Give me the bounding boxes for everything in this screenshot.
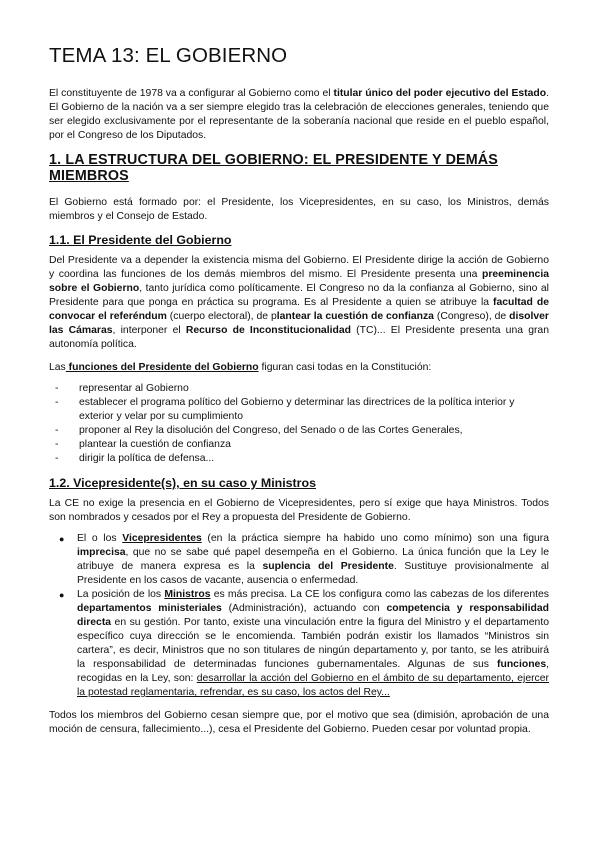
list-item [49, 424, 549, 438]
list-item-text: representar al Gobierno [79, 383, 189, 394]
text: , tanto jurídica como políticamente. El Congreso no da la confianza al Gobierno, sino al Presidente para que ponga en práctica su programa. Es al Presidente a quien se atribuye la [49, 283, 549, 308]
list-item [49, 382, 549, 396]
subsection-1-2-heading: 1.2. Vicepresidente(s), en su caso y Ministros [49, 476, 316, 490]
bold-underlined-text: Vicepresidentes [122, 533, 202, 544]
intro-text: El constituyente de 1978 va a configurar al Gobierno como el [49, 88, 334, 99]
list-item-vicepresidents [49, 532, 549, 588]
text: El o los [77, 533, 123, 544]
list-item-text: plantear la cuestión de confianza [79, 439, 231, 450]
text: (en la práctica siempre ha habido uno como mínimo) son una figura [201, 533, 549, 544]
functions-intro [49, 361, 549, 375]
list-item-text: establecer el programa político del Gobierno y determinar las directrices de la política interior y exterior y velar por su cumplimiento [79, 397, 515, 422]
functions-list [49, 382, 549, 466]
bullet-marker: ● [59, 534, 65, 544]
underlined-text: desarrollar la acción del Gobierno en el ámbito de su departamento, ejercer la potestad reglamentaria, refrendar, es su caso, los actos del Rey... [77, 673, 549, 698]
bold-text: facultad de convocar el referéndum [49, 297, 549, 322]
bold-text: Recurso de Inconstitucionalidad [185, 325, 351, 336]
section-1-paragraph: El Gobierno está formado por: el Presidente, los Vicepresidentes, en su caso, los Ministros, demás miembros y el Consejo de Estado. [49, 197, 549, 222]
dash-marker: - [55, 425, 59, 436]
text: es más precisa. La CE los configura como las cabezas de los diferentes [210, 589, 549, 600]
text: (Congreso), de [433, 311, 510, 322]
list-item [49, 396, 549, 424]
dash-marker: - [55, 397, 59, 408]
bold-text: disolver las Cámaras [49, 311, 549, 336]
text: Las [49, 362, 66, 373]
bullet-marker: ● [59, 590, 65, 600]
bold-text: departamentos ministeriales [77, 603, 222, 614]
bold-text: preeminencia sobre el Gobierno [49, 269, 549, 294]
bold-text: competencia y responsabilidad directa [77, 603, 549, 628]
intro-paragraph [49, 87, 549, 143]
text: Del Presidente va a depender la existencia misma del Gobierno. El Presidente dirige la acción de Gobierno y coordina las funciones de los demás miembros del mismo. El Presidente presenta una [49, 255, 549, 280]
text: (cuerpo electoral), de p [166, 311, 277, 322]
text: , que no se sabe qué papel desempeña en el Gobierno. La única función que la Ley le atribuye de manera expresa es la [77, 547, 549, 572]
list-item-text: dirigir la política de defensa... [79, 453, 215, 464]
section-1-heading: 1. LA ESTRUCTURA DEL GOBIERNO: EL PRESIDENTE Y DEMÁS MIEMBROS [49, 152, 498, 184]
intro-text: . El Gobierno de la nación va a ser siempre elegido tras la celebración de elecciones generales, teniendo que ser elegido exclusivamente por el representante de la soberanía nacional que reside en el pueblo español, por el Congreso de los Diputados. [49, 88, 550, 141]
text: . Sustituye provisionalmente al Presidente en los casos de vacante, ausencia o enfermedad. [77, 561, 549, 586]
list-item [49, 452, 549, 466]
bold-text: imprecisa [77, 547, 126, 558]
text: figuran casi todas en la Constitución: [258, 362, 432, 373]
bold-underlined-text: funciones del Presidente del Gobierno [65, 362, 259, 373]
text: (Administración), actuando con [221, 603, 387, 614]
ministers-intro-paragraph: La CE no exige la presencia en el Gobierno de Vicepresidentes, pero sí exige que haya Ministros. Todos son nombrados y cesados por el Rey a propuesta del Presidente de Gobierno. [49, 498, 549, 523]
bold-text: lantear la cuestión de confianza [276, 311, 434, 322]
text: en su gestión. Por tanto, existe una vinculación entre la figura del Ministro y el departamento específico cuya dirección se le encomienda. También podrán existir los llamados “Ministros sin cartera”, es decir, Ministros que no son titulares de ningún departamento y, por tanto, se les atribuirá la responsabilidad de determinadas funciones gubernamentales. Algunas de sus [77, 617, 549, 670]
list-item [49, 438, 549, 452]
intro-bold: titular único del poder ejecutivo del Estado [333, 88, 547, 99]
text: , interponer el [112, 325, 186, 336]
bold-text: suplencia del Presidente [262, 561, 394, 572]
list-item-text: proponer al Rey la disolución del Congreso, del Senado o de las Cortes Generales, [79, 425, 463, 436]
text: (TC)... El Presidente presenta una gran autonomía política. [49, 325, 549, 350]
text: La posición de los [77, 589, 165, 600]
dash-marker: - [55, 383, 59, 394]
document-page [49, 44, 549, 746]
list-item-ministers [49, 588, 549, 700]
bold-underlined-text: Ministros [164, 589, 211, 600]
closing-paragraph: Todos los miembros del Gobierno cesan siempre que, por el motivo que sea (dimisión, aprobación de una moción de censura, fallecimiento...), cesa el Presidente del Gobierno. Pueden cesar por voluntad propia. [49, 710, 549, 735]
members-list [49, 532, 549, 700]
document-title: TEMA 13: EL GOBIERNO [49, 44, 288, 67]
president-paragraph [49, 254, 549, 352]
text: , recogidas en la Ley, son: [77, 659, 549, 684]
dash-marker: - [55, 439, 59, 450]
dash-marker: - [55, 453, 59, 464]
subsection-1-1-heading: 1.1. El Presidente del Gobierno [49, 233, 232, 247]
bold-text: funciones [497, 659, 547, 670]
